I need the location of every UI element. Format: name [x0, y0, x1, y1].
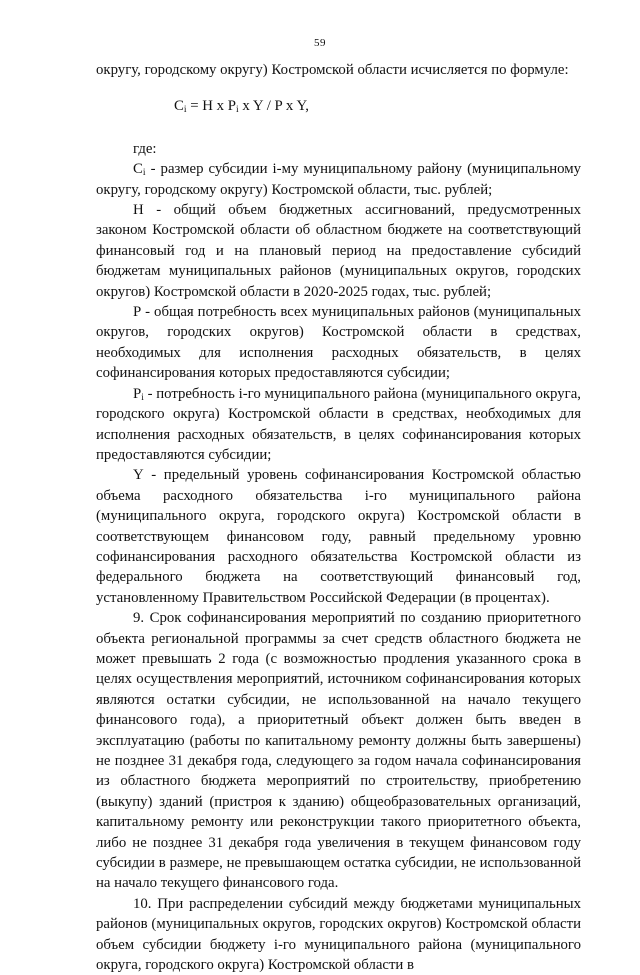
- definition-item: [96, 200, 581, 302]
- formula-rhs: x Y / P x Y,: [238, 98, 309, 115]
- paragraph-10: 10. При распределении субсидий между бюджетами муниципальных районов (муниципальных округов, городских округов) Костромской области объем субсидии бюджету i-го муниципального района (муниципального округа, городского округа) Костромской области в: [96, 895, 581, 974]
- definition-symbol: P: [133, 304, 142, 321]
- page-content: [96, 60, 581, 975]
- definition-subscript: i: [141, 392, 144, 403]
- definition-symbol: C: [133, 161, 143, 178]
- definition-symbol: H: [133, 202, 144, 219]
- definition-text: - общий объем бюджетных ассигнований, предусмотренных законом Костромской области об областном бюджете на соответствующий финансовый год и на плановый период на предоставление субсидий бюджетам муниципальных районов (муниципальных округов, городских округов) Костромской области в 2020-2025 годах, тыс. рублей;: [96, 202, 581, 300]
- definition-subscript: i: [142, 168, 146, 179]
- definition-symbol: P: [133, 385, 142, 402]
- definition-symbol: Y: [133, 467, 144, 484]
- formula: [174, 96, 581, 116]
- page-number: 59: [314, 37, 326, 49]
- where-label: где:: [133, 140, 157, 157]
- definition-item: [96, 302, 581, 384]
- definition-item: [96, 159, 581, 200]
- formula-middle-subscript: i: [235, 105, 239, 116]
- definition-text: - предельный уровень софинансирования Костромской областью объема расходного обязательства i-го муниципального района (муниципального округа, городского округа) Костромской области в соответствующем финансовом году, равный предельному уровню софинансирования расходного обязательства Костромской области из федерального бюджета на соответствующий финансовый год, установленному Правительством Российской Федерации (в процентах).: [96, 467, 581, 606]
- definition-text: - общая потребность всех муниципальных районов (муниципальных округов, городских округов) Костромской области в средствах, необходимых для исполнения расходных обязательств, в целях софинансирования которых предоставляются субсидии;: [96, 304, 581, 382]
- definition-item: [96, 465, 581, 608]
- definition-text: - размер субсидии i-му муниципальному району (муниципальному округу, городскому округу) Костромской области, тыс. рублей;: [96, 161, 581, 198]
- definition-text: - потребность i-го муниципального района (муниципального округа, городского округа) Костромской области в средствах, необходимых для исполнения расходных обязательств, в целях софинансирования которых предоставляются субсидии;: [96, 385, 581, 463]
- definition-item: [96, 384, 581, 466]
- formula-middle: = H x P: [186, 98, 236, 115]
- formula-lhs: C: [174, 98, 184, 115]
- paragraph-9: 9. Срок софинансирования мероприятий по созданию приоритетного объекта региональной программы за счет средств областного бюджета не может превышать 2 года (с возможностью продления указанного срока в целях осуществления мероприятий, источником софинансирования которых являются остатки субсидии, не использованной на начало текущего финансового года), а приоритетный объект должен быть введен в эксплуатацию (работы по капитальному ремонту должны быть завершены) не позднее 31 декабря года, следующего за годом начала софинансирования из областного бюджета мероприятий по строительству, приобретению (выкупу) зданий (пристроя к зданию) общеобразовательных организаций, капитальному ремонту или реконструкции такого приоритетного объекта, либо не позднее 31 декабря года увеличения в текущем финансовом году субсидии в размере, не превышающем остатка субсидии, не использованной на начало текущего финансового года.: [96, 610, 581, 892]
- intro-line: округу, городскому округу) Костромской области исчисляется по формуле:: [96, 62, 569, 78]
- formula-lhs-subscript: i: [183, 105, 187, 116]
